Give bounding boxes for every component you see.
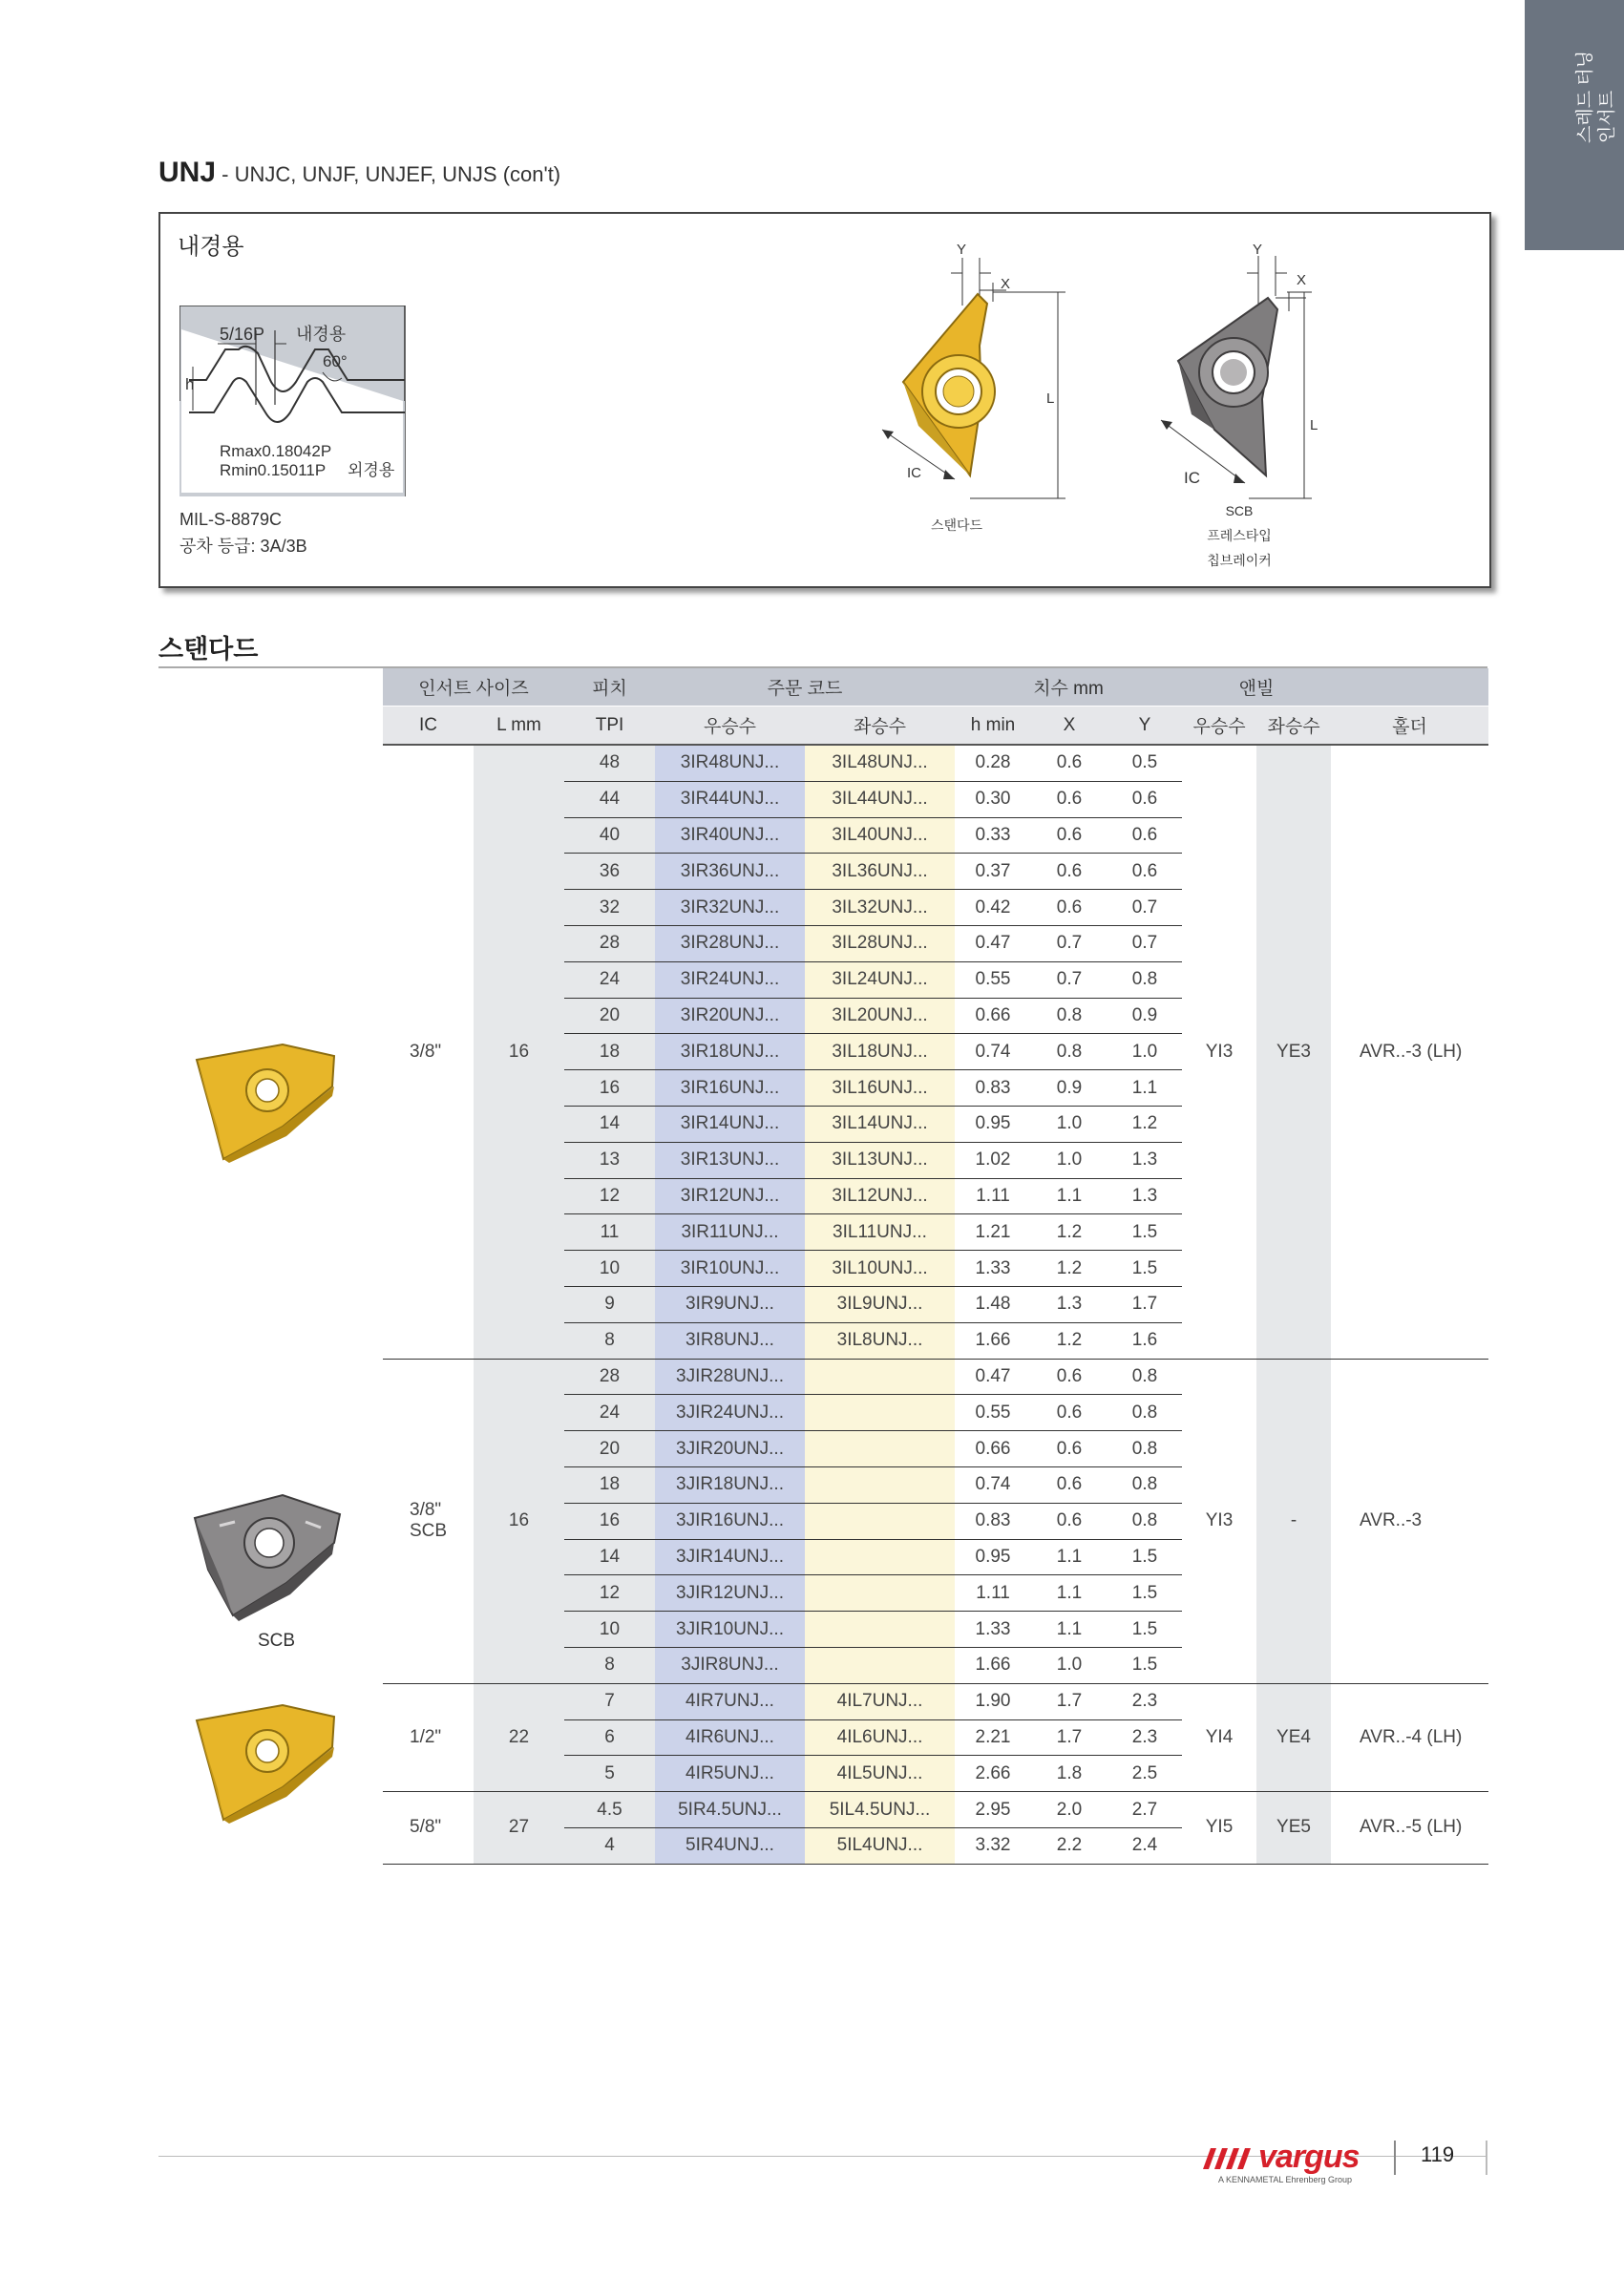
cell-x: 0.6: [1031, 745, 1107, 781]
cell-ic: [383, 1359, 474, 1683]
cell-hmin: 1.48: [955, 1286, 1031, 1322]
cell-x: 0.6: [1031, 854, 1107, 890]
profile-outer-label: 외경용: [348, 461, 395, 479]
cell-left-code: 3IL12UNJ...: [805, 1178, 955, 1214]
cell-left-code: 5IL4.5UNJ...: [805, 1792, 955, 1828]
cell-anvil-right: YI5: [1182, 1792, 1256, 1865]
header-ic: IC: [383, 707, 474, 746]
cell-l: 22: [474, 1683, 564, 1791]
cell-hmin: 0.47: [955, 1359, 1031, 1395]
scb-y-label: Y: [1253, 242, 1263, 258]
cell-y: 1.5: [1107, 1214, 1182, 1251]
cell-left-code: [805, 1466, 955, 1503]
cell-hmin: 0.30: [955, 781, 1031, 817]
cell-left-code: [805, 1431, 955, 1467]
standard-caption: 스탠다드: [930, 517, 983, 533]
cell-left-code: 3IL24UNJ...: [805, 961, 955, 998]
insert-image-standard-1-2: [191, 1701, 348, 1825]
insert-image-scb: [191, 1489, 348, 1623]
cell-left-code: [805, 1539, 955, 1575]
cell-x: 2.0: [1031, 1792, 1107, 1828]
cell-y: 2.4: [1107, 1827, 1182, 1864]
cell-y: 1.5: [1107, 1575, 1182, 1612]
cell-right-code: 3JIR10UNJ...: [655, 1612, 805, 1648]
cell-anvil-left: YE5: [1256, 1792, 1331, 1865]
cell-tpi: 16: [564, 1070, 655, 1107]
cell-left-code: 3IL14UNJ...: [805, 1106, 955, 1142]
cell-x: 1.3: [1031, 1286, 1107, 1322]
side-tab[interactable]: [1525, 0, 1624, 250]
cell-right-code: 3JIR24UNJ...: [655, 1395, 805, 1431]
table-header-row-1: [383, 668, 1488, 707]
cell-hmin: 0.42: [955, 890, 1031, 926]
scb-caption: [1163, 498, 1316, 573]
table-row: [383, 1792, 1488, 1828]
cell-tpi: 14: [564, 1106, 655, 1142]
cell-tpi: 6: [564, 1719, 655, 1756]
page-title: [158, 157, 560, 189]
cell-left-code: 4IL7UNJ...: [805, 1683, 955, 1719]
cell-tpi: 12: [564, 1178, 655, 1214]
cell-left-code: 3IL40UNJ...: [805, 817, 955, 854]
cell-hmin: 0.55: [955, 1395, 1031, 1431]
header-pitch: 피치: [564, 668, 655, 707]
spec-table: [383, 668, 1488, 1865]
cell-anvil-left: YE4: [1256, 1683, 1331, 1791]
cell-x: 0.6: [1031, 1466, 1107, 1503]
cell-tpi: 8: [564, 1647, 655, 1683]
cell-y: 1.0: [1107, 1034, 1182, 1070]
cell-hmin: 1.11: [955, 1178, 1031, 1214]
cell-y: 0.8: [1107, 1466, 1182, 1503]
cell-y: 1.1: [1107, 1070, 1182, 1107]
cell-right-code: 4IR5UNJ...: [655, 1756, 805, 1792]
cell-tpi: 9: [564, 1286, 655, 1322]
cell-x: 1.7: [1031, 1683, 1107, 1719]
page-number-separator: [1394, 2141, 1396, 2175]
cell-x: 1.0: [1031, 1106, 1107, 1142]
cell-anvil-left: -: [1256, 1359, 1331, 1683]
cell-y: 0.8: [1107, 1503, 1182, 1539]
cell-hmin: 1.21: [955, 1214, 1031, 1251]
cell-right-code: 5IR4.5UNJ...: [655, 1792, 805, 1828]
cell-right-code: 3IR40UNJ...: [655, 817, 805, 854]
cell-hmin: 0.28: [955, 745, 1031, 781]
cell-y: 0.6: [1107, 817, 1182, 854]
cell-x: 0.6: [1031, 1359, 1107, 1395]
cell-ic-value: 3/8": [410, 1500, 442, 1521]
cell-right-code: 3IR9UNJ...: [655, 1286, 805, 1322]
cell-tpi: 24: [564, 961, 655, 998]
cell-ic: [383, 745, 474, 1359]
table-body: [383, 745, 1488, 1864]
cell-right-code: 3JIR20UNJ...: [655, 1431, 805, 1467]
cell-y: 0.8: [1107, 1395, 1182, 1431]
header-holder: 홀더: [1331, 707, 1488, 746]
cell-right-code: 3IR12UNJ...: [655, 1178, 805, 1214]
cell-right-code: 3JIR14UNJ...: [655, 1539, 805, 1575]
cell-right-code: 3IR8UNJ...: [655, 1322, 805, 1359]
thread-profile-diagram: [179, 306, 418, 496]
cell-x: 1.2: [1031, 1322, 1107, 1359]
cell-anvil-left: YE3: [1256, 745, 1331, 1359]
cell-x: 1.1: [1031, 1539, 1107, 1575]
cell-x: 0.6: [1031, 1431, 1107, 1467]
cell-l: 16: [474, 745, 564, 1359]
scb-l-label: L: [1310, 417, 1318, 433]
cell-tpi: 24: [564, 1395, 655, 1431]
cell-tpi: 28: [564, 1359, 655, 1395]
cell-x: 1.2: [1031, 1214, 1107, 1251]
cell-anvil-right: YI3: [1182, 1359, 1256, 1683]
page-title-main: UNJ: [158, 157, 217, 188]
cell-x: 1.0: [1031, 1142, 1107, 1178]
cell-left-code: [805, 1575, 955, 1612]
cell-hmin: 0.55: [955, 961, 1031, 998]
header-anvil: 앤빌: [1182, 668, 1331, 707]
cell-ic-value: 5/8": [410, 1817, 442, 1838]
cell-left-code: 3IL44UNJ...: [805, 781, 955, 817]
std-l-label: L: [1046, 390, 1055, 407]
cell-hmin: 1.66: [955, 1322, 1031, 1359]
header-blank: [1331, 668, 1488, 707]
cell-l: 16: [474, 1359, 564, 1683]
cell-right-code: 3IR13UNJ...: [655, 1142, 805, 1178]
brand-sub: A KENNAMETAL Ehrenberg Group: [1218, 2175, 1353, 2184]
cell-tpi: 36: [564, 854, 655, 890]
cell-x: 1.7: [1031, 1719, 1107, 1756]
spec-box-label: 내경용: [178, 234, 244, 260]
cell-y: 1.3: [1107, 1178, 1182, 1214]
cell-y: 0.6: [1107, 854, 1182, 890]
cell-tpi: 8: [564, 1322, 655, 1359]
side-tab-line2: 인서트: [1597, 90, 1617, 143]
cell-hmin: 2.95: [955, 1792, 1031, 1828]
cell-y: 0.8: [1107, 1359, 1182, 1395]
cell-ic-sub: SCB: [410, 1521, 448, 1542]
cell-hmin: 1.33: [955, 1251, 1031, 1287]
cell-x: 1.1: [1031, 1612, 1107, 1648]
cell-right-code: 3JIR12UNJ...: [655, 1575, 805, 1612]
cell-holder: AVR..-4 (LH): [1331, 1683, 1488, 1791]
header-x: X: [1031, 707, 1107, 746]
cell-tpi: 16: [564, 1503, 655, 1539]
header-dims: 치수 mm: [955, 668, 1182, 707]
cell-tpi: 12: [564, 1575, 655, 1612]
section-title: 스탠다드: [158, 628, 258, 665]
cell-x: 0.6: [1031, 890, 1107, 926]
cell-hmin: 0.66: [955, 1431, 1031, 1467]
cell-holder: AVR..-3: [1331, 1359, 1488, 1683]
cell-hmin: 0.95: [955, 1539, 1031, 1575]
cell-right-code: 3IR16UNJ...: [655, 1070, 805, 1107]
cell-hmin: 0.83: [955, 1503, 1031, 1539]
cell-right-code: 4IR6UNJ...: [655, 1719, 805, 1756]
cell-right-code: 3IR14UNJ...: [655, 1106, 805, 1142]
cell-x: 1.0: [1031, 1647, 1107, 1683]
scb-caption-line3: 칩브레이커: [1207, 553, 1272, 568]
cell-left-code: [805, 1503, 955, 1539]
scb-caption-line2: 프레스타입: [1207, 528, 1272, 543]
cell-tpi: 48: [564, 745, 655, 781]
cell-tpi: 18: [564, 1466, 655, 1503]
cell-hmin: 0.37: [955, 854, 1031, 890]
cell-y: 0.5: [1107, 745, 1182, 781]
spec-box: [158, 212, 1491, 588]
cell-x: 0.6: [1031, 781, 1107, 817]
cell-y: 1.2: [1107, 1106, 1182, 1142]
cell-hmin: 0.74: [955, 1034, 1031, 1070]
std-y-label: Y: [957, 242, 967, 258]
cell-holder: AVR..-5 (LH): [1331, 1792, 1488, 1865]
cell-x: 0.8: [1031, 1034, 1107, 1070]
scb-x-label: X: [1297, 272, 1307, 288]
cell-holder: AVR..-3 (LH): [1331, 745, 1488, 1359]
cell-ic-value: 1/2": [410, 1726, 442, 1747]
header-y: Y: [1107, 707, 1182, 746]
cell-tpi: 4.5: [564, 1792, 655, 1828]
cell-anvil-right: YI3: [1182, 745, 1256, 1359]
cell-left-code: [805, 1612, 955, 1648]
cell-x: 0.9: [1031, 1070, 1107, 1107]
header-insert-size: 인서트 사이즈: [383, 668, 564, 707]
cell-x: 1.2: [1031, 1251, 1107, 1287]
cell-left-code: 3IL13UNJ...: [805, 1142, 955, 1178]
cell-right-code: 4IR7UNJ...: [655, 1683, 805, 1719]
cell-ic-value: 3/8": [410, 1041, 442, 1062]
cell-hmin: 0.83: [955, 1070, 1031, 1107]
cell-right-code: 3IR20UNJ...: [655, 998, 805, 1034]
cell-tpi: 10: [564, 1612, 655, 1648]
std-ic-label: IC: [907, 465, 921, 481]
cell-tpi: 28: [564, 925, 655, 961]
cell-tpi: 7: [564, 1683, 655, 1719]
cell-tpi: 20: [564, 998, 655, 1034]
cell-left-code: 4IL6UNJ...: [805, 1719, 955, 1756]
cell-anvil-right: YI4: [1182, 1683, 1256, 1791]
cell-right-code: 3IR32UNJ...: [655, 890, 805, 926]
cell-y: 0.8: [1107, 1431, 1182, 1467]
cell-right-code: 3IR36UNJ...: [655, 854, 805, 890]
cell-y: 1.3: [1107, 1142, 1182, 1178]
cell-right-code: 5IR4UNJ...: [655, 1827, 805, 1864]
cell-left-code: [805, 1395, 955, 1431]
table-row: [383, 745, 1488, 781]
side-tab-text: [1574, 51, 1618, 143]
cell-y: 0.9: [1107, 998, 1182, 1034]
cell-y: 0.7: [1107, 890, 1182, 926]
cell-left-code: 3IL48UNJ...: [805, 745, 955, 781]
cell-y: 0.6: [1107, 781, 1182, 817]
cell-left-code: 3IL9UNJ...: [805, 1286, 955, 1322]
cell-right-code: 3JIR16UNJ...: [655, 1503, 805, 1539]
page-number-separator-right: [1486, 2141, 1487, 2175]
cell-tpi: 14: [564, 1539, 655, 1575]
cell-hmin: 3.32: [955, 1827, 1031, 1864]
cell-left-code: [805, 1647, 955, 1683]
cell-tpi: 4: [564, 1827, 655, 1864]
side-tab-line1: 스레드 터닝: [1575, 50, 1595, 143]
cell-left-code: 3IL11UNJ...: [805, 1214, 955, 1251]
cell-right-code: 3IR44UNJ...: [655, 781, 805, 817]
cell-tpi: 44: [564, 781, 655, 817]
cell-left-code: 3IL32UNJ...: [805, 890, 955, 926]
cell-hmin: 0.95: [955, 1106, 1031, 1142]
header-left: 좌승수: [805, 707, 955, 746]
profile-angle-label: 60°: [323, 352, 348, 370]
profile-rmin-label: Rmin0.15011P: [220, 461, 327, 479]
cell-y: 2.3: [1107, 1719, 1182, 1756]
cell-x: 2.2: [1031, 1827, 1107, 1864]
cell-tpi: 40: [564, 817, 655, 854]
cell-left-code: 3IL20UNJ...: [805, 998, 955, 1034]
cell-y: 2.7: [1107, 1792, 1182, 1828]
cell-y: 2.5: [1107, 1756, 1182, 1792]
cell-hmin: 0.66: [955, 998, 1031, 1034]
cell-x: 0.7: [1031, 961, 1107, 998]
scb-caption-line1: SCB: [1225, 503, 1254, 518]
cell-right-code: 3IR48UNJ...: [655, 745, 805, 781]
cell-left-code: [805, 1359, 955, 1395]
cell-right-code: 3JIR28UNJ...: [655, 1359, 805, 1395]
cell-x: 0.6: [1031, 1395, 1107, 1431]
cell-tpi: 18: [564, 1034, 655, 1070]
standard-ref: MIL-S-8879C: [179, 510, 283, 529]
cell-x: 0.6: [1031, 817, 1107, 854]
cell-hmin: 1.02: [955, 1142, 1031, 1178]
cell-right-code: 3IR18UNJ...: [655, 1034, 805, 1070]
cell-ic: [383, 1683, 474, 1791]
std-x-label: X: [1001, 276, 1011, 292]
cell-hmin: 1.33: [955, 1612, 1031, 1648]
profile-h-label: h: [185, 375, 195, 393]
cell-y: 2.3: [1107, 1683, 1182, 1719]
cell-hmin: 1.90: [955, 1683, 1031, 1719]
cell-y: 1.5: [1107, 1539, 1182, 1575]
cell-x: 0.8: [1031, 998, 1107, 1034]
cell-y: 1.5: [1107, 1647, 1182, 1683]
table-row: [383, 1359, 1488, 1395]
cell-tpi: 13: [564, 1142, 655, 1178]
cell-tpi: 11: [564, 1214, 655, 1251]
header-l: L mm: [474, 707, 564, 746]
brand-name: vargus: [1258, 2139, 1360, 2175]
insert-image-standard-3-8: [191, 1041, 348, 1165]
cell-y: 1.7: [1107, 1286, 1182, 1322]
cell-right-code: 3IR24UNJ...: [655, 961, 805, 998]
header-anvil-right: 우승수: [1182, 707, 1256, 746]
cell-hmin: 1.11: [955, 1575, 1031, 1612]
cell-y: 0.7: [1107, 925, 1182, 961]
cell-hmin: 2.21: [955, 1719, 1031, 1756]
cell-l: 27: [474, 1792, 564, 1865]
cell-left-code: 3IL16UNJ...: [805, 1070, 955, 1107]
header-order-code: 주문 코드: [655, 668, 955, 707]
cell-ic: [383, 1792, 474, 1865]
standard-insert-diagram: [875, 239, 1085, 516]
table-header-row-2: [383, 707, 1488, 746]
cell-tpi: 20: [564, 1431, 655, 1467]
cell-y: 0.8: [1107, 961, 1182, 998]
page-title-sub: UNJC, UNJF, UNJEF, UNJS (con't): [234, 162, 561, 186]
profile-pitch-label: 5/16P: [220, 325, 265, 344]
cell-right-code: 3IR11UNJ...: [655, 1214, 805, 1251]
scb-image-label: SCB: [258, 1631, 296, 1651]
page-title-dash: -: [216, 162, 235, 186]
cell-x: 0.7: [1031, 925, 1107, 961]
cell-tpi: 10: [564, 1251, 655, 1287]
cell-hmin: 1.66: [955, 1647, 1031, 1683]
scb-insert-diagram: [1134, 239, 1325, 516]
cell-left-code: 3IL28UNJ...: [805, 925, 955, 961]
header-anvil-left: 좌승수: [1256, 707, 1331, 746]
cell-right-code: 3JIR18UNJ...: [655, 1466, 805, 1503]
table-row: [383, 1683, 1488, 1719]
cell-tpi: 5: [564, 1756, 655, 1792]
cell-hmin: 0.74: [955, 1466, 1031, 1503]
cell-x: 1.1: [1031, 1178, 1107, 1214]
cell-left-code: 3IL10UNJ...: [805, 1251, 955, 1287]
profile-rmax-label: Rmax0.18042P: [220, 442, 332, 460]
scb-ic-label: IC: [1184, 469, 1200, 487]
profile-inner-label: 내경용: [296, 325, 347, 344]
cell-hmin: 0.47: [955, 925, 1031, 961]
cell-tpi: 32: [564, 890, 655, 926]
header-right: 우승수: [655, 707, 805, 746]
cell-x: 1.8: [1031, 1756, 1107, 1792]
cell-left-code: 4IL5UNJ...: [805, 1756, 955, 1792]
cell-right-code: 3IR10UNJ...: [655, 1251, 805, 1287]
cell-y: 1.5: [1107, 1612, 1182, 1648]
tolerance-class: 공차 등급: 3A/3B: [179, 537, 307, 556]
cell-left-code: 3IL18UNJ...: [805, 1034, 955, 1070]
cell-y: 1.6: [1107, 1322, 1182, 1359]
cell-x: 1.1: [1031, 1575, 1107, 1612]
page-number: 119: [1421, 2142, 1455, 2166]
cell-hmin: 2.66: [955, 1756, 1031, 1792]
cell-y: 1.5: [1107, 1251, 1182, 1287]
cell-left-code: 3IL36UNJ...: [805, 854, 955, 890]
cell-left-code: 5IL4UNJ...: [805, 1827, 955, 1864]
cell-left-code: 3IL8UNJ...: [805, 1322, 955, 1359]
cell-right-code: 3JIR8UNJ...: [655, 1647, 805, 1683]
cell-hmin: 0.33: [955, 817, 1031, 854]
header-hmin: h min: [955, 707, 1031, 746]
header-tpi: TPI: [564, 707, 655, 746]
cell-right-code: 3IR28UNJ...: [655, 925, 805, 961]
cell-x: 0.6: [1031, 1503, 1107, 1539]
logo-mark-icon: [1203, 2148, 1262, 2169]
